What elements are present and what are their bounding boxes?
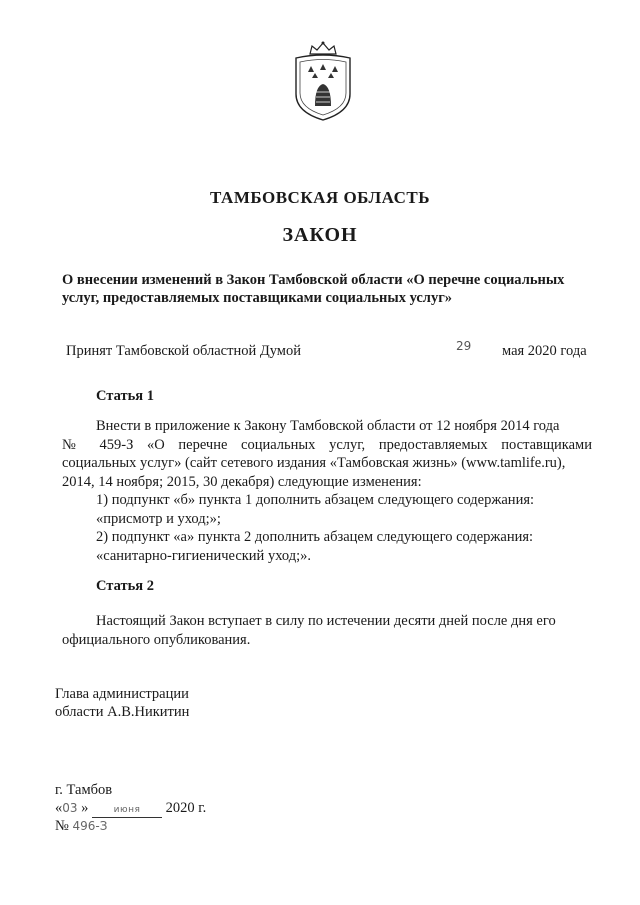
date-close-quote: » <box>81 800 89 816</box>
coat-of-arms-emblem <box>290 40 356 122</box>
date-open-quote: « <box>55 800 63 816</box>
adoption-day-handwritten: 29 <box>456 339 472 353</box>
signing-date <box>55 800 206 818</box>
law-number <box>55 818 107 835</box>
document-type-heading: ЗАКОН <box>282 224 358 246</box>
date-year: 2020 г. <box>165 800 207 816</box>
article-2-heading: Статья 2 <box>96 578 154 594</box>
article-1-line: № 459-З «О перечне социальных услуг, предоставляемых поставщиками <box>62 436 592 453</box>
region-heading: ТАМБОВСКАЯ ОБЛАСТЬ <box>210 188 430 207</box>
article-1-line: социальных услуг» (сайт сетевого издания «Тамбовская жизнь» (www.tamlife.ru), <box>62 455 566 471</box>
date-month-handwritten: июня <box>113 805 141 815</box>
article-1-line: 1) подпункт «б» пункта 1 дополнить абзацем следующего содержания: <box>96 492 535 508</box>
article-1-line: 2014, 14 ноября; 2015, 30 декабря) следующие изменения: <box>62 473 422 490</box>
date-month-field <box>92 800 162 818</box>
number-prefix: № <box>55 818 69 834</box>
article-1-heading: Статья 1 <box>96 388 154 404</box>
law-title-line-2: услуг, предоставляемых поставщиками социальных услуг» <box>62 290 453 306</box>
law-title-line-1: О внесении изменений в Закон Тамбовской области «О перечне социальных <box>62 272 565 288</box>
article-2-line: Настоящий Закон вступает в силу по истечении десяти дней после дня его <box>96 613 556 629</box>
article-1-text <box>62 417 592 565</box>
adoption-date: мая 2020 года <box>502 343 587 359</box>
signing-city: г. Тамбов <box>55 782 113 798</box>
signatory-name: области А.В.Никитин <box>55 704 190 720</box>
article-1-line: «присмотр и уход;»; <box>96 510 221 527</box>
article-1-line: 2) подпункт «а» пункта 2 дополнить абзацем следующего содержания: <box>96 529 534 545</box>
article-2-text <box>62 612 592 649</box>
signatory-title: Глава администрации <box>55 686 189 702</box>
article-2-line: официального опубликования. <box>62 631 251 648</box>
adoption-statement: Принят Тамбовской областной Думой <box>66 343 301 359</box>
number-value-handwritten: 496-З <box>72 819 108 833</box>
date-day-handwritten: 03 <box>62 801 78 815</box>
article-1-line: Внести в приложение к Закону Тамбовской области от 12 ноября 2014 года <box>96 418 560 434</box>
article-1-line: «санитарно-гигиенический уход;». <box>96 547 312 564</box>
